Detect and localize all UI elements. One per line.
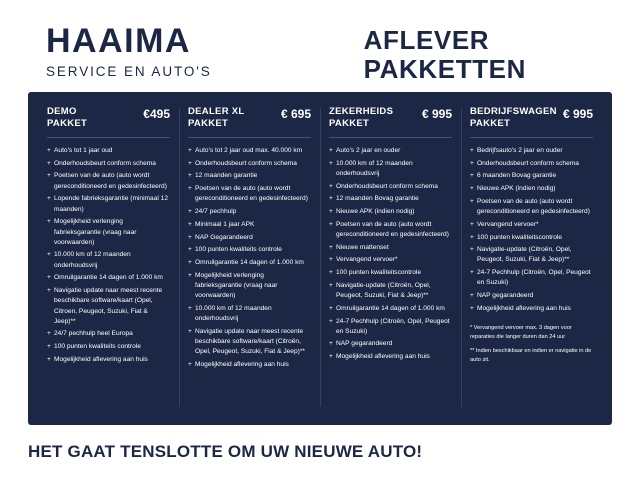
brand-tagline: SERVICE EN AUTO'S bbox=[46, 64, 212, 79]
plus-icon: + bbox=[188, 233, 192, 241]
plus-icon: + bbox=[329, 304, 333, 312]
package-title-line2: PAKKET bbox=[47, 118, 88, 130]
plus-icon: + bbox=[47, 159, 51, 167]
list-item bbox=[47, 355, 170, 365]
plus-icon: + bbox=[470, 269, 474, 277]
plus-icon: + bbox=[470, 246, 474, 254]
package-price: €495 bbox=[143, 107, 170, 122]
list-item bbox=[329, 339, 452, 349]
page-title bbox=[364, 24, 612, 84]
list-item bbox=[188, 360, 311, 370]
package-header bbox=[188, 106, 311, 138]
feature-text: NAP Gegarandeerd bbox=[195, 233, 253, 241]
plus-icon: + bbox=[188, 185, 192, 193]
brand-logo bbox=[28, 24, 212, 79]
feature-text: 24/7 pechhulp bbox=[195, 208, 237, 216]
list-item bbox=[188, 233, 311, 243]
plus-icon: + bbox=[47, 251, 51, 259]
list-item bbox=[188, 146, 311, 156]
plus-icon: + bbox=[47, 195, 51, 203]
package-title bbox=[470, 106, 557, 130]
list-item bbox=[188, 220, 311, 230]
package-price: € 995 bbox=[421, 107, 452, 122]
feature-text: Mogelijkheid aflevering aan huis bbox=[336, 353, 430, 361]
feature-text: 100 punten kwaliteits controle bbox=[54, 343, 141, 351]
list-item bbox=[470, 184, 593, 194]
feature-text: 10.000 km of 12 maanden onderhoudsvrij bbox=[54, 251, 131, 269]
plus-icon: + bbox=[329, 146, 333, 154]
list-item bbox=[329, 255, 452, 265]
feature-text: 12 maanden garantie bbox=[195, 172, 258, 180]
feature-text: 24/7 pechhulp heel Europa bbox=[54, 330, 133, 338]
plus-icon: + bbox=[329, 182, 333, 190]
plus-icon: + bbox=[470, 185, 474, 193]
list-item bbox=[188, 184, 311, 204]
package-title bbox=[188, 106, 245, 130]
list-item bbox=[329, 159, 452, 179]
feature-text: Vervangend vervoer* bbox=[477, 220, 539, 228]
page-title-line1: AFLEVER bbox=[363, 25, 490, 55]
feature-text: 100 punten kwaliteitscontrole bbox=[336, 269, 422, 277]
plus-icon: + bbox=[47, 355, 51, 363]
package-column-dealer-xl bbox=[179, 106, 320, 409]
plus-icon: + bbox=[470, 197, 474, 205]
feature-text: Navigatie update naar meest recente beschikbare software/kaart (Opel, Citroen, Peugeot, Suzuki, Fiat & Jeep)** bbox=[54, 287, 163, 325]
package-price: € 995 bbox=[562, 107, 593, 122]
package-title-line2: PAKKET bbox=[470, 118, 511, 130]
list-item bbox=[188, 271, 311, 302]
plus-icon: + bbox=[188, 271, 192, 279]
feature-text: Omruilgarantie 14 dagen of 1.000 km bbox=[336, 304, 445, 312]
feature-text: Poetsen van de auto (auto wordt gereconditioneerd en gedesinfecteerd) bbox=[477, 197, 590, 216]
package-title bbox=[47, 106, 87, 130]
feature-text: 6 maanden Bovag garantie bbox=[477, 172, 557, 180]
list-item bbox=[470, 245, 593, 265]
feature-text: Navigatie update naar meest recente beschikbare software/kaart (Citroën, Opel, Peugeot, Suzuki, Fiat & Jeep)** bbox=[195, 327, 305, 356]
package-column-zekerheids bbox=[320, 106, 461, 409]
feature-text: Lopende fabrieksgarantie (minimaal 12 maanden) bbox=[54, 195, 168, 213]
plus-icon: + bbox=[329, 195, 333, 203]
plus-icon: + bbox=[329, 281, 333, 289]
list-item bbox=[188, 245, 311, 255]
list-item bbox=[470, 233, 593, 243]
package-header bbox=[47, 106, 170, 138]
feature-text: Poetsen van de auto (auto wordt gereconditioneerd en gedesinfecteerd) bbox=[195, 185, 308, 203]
plus-icon: + bbox=[188, 304, 192, 312]
list-item bbox=[47, 146, 170, 156]
list-item bbox=[470, 171, 593, 181]
feature-text: Nieuwe APK (indien nodig) bbox=[477, 185, 556, 193]
feature-text: Auto's 2 jaar en ouder bbox=[336, 146, 401, 154]
list-item bbox=[329, 207, 452, 217]
plus-icon: + bbox=[47, 172, 51, 180]
footer-slogan: HET GAAT TENSLOTTE OM UW NIEUWE AUTO! bbox=[28, 442, 423, 462]
list-item bbox=[47, 171, 170, 191]
package-title-line1: DEALER XL bbox=[188, 106, 245, 118]
plus-icon: + bbox=[470, 172, 474, 180]
plus-icon: + bbox=[47, 287, 51, 295]
list-item bbox=[188, 207, 311, 217]
package-header bbox=[470, 106, 593, 138]
plus-icon: + bbox=[188, 327, 192, 335]
plus-icon: + bbox=[47, 218, 51, 226]
feature-text: Mogelijkheid verlenging fabrieksgarantie (vraag naar voorwaarden) bbox=[54, 218, 137, 246]
list-item bbox=[470, 220, 593, 230]
list-item bbox=[470, 197, 593, 217]
list-item bbox=[470, 146, 593, 156]
footnotes bbox=[470, 324, 593, 365]
feature-text: Auto's tot 1 jaar oud bbox=[54, 146, 113, 154]
list-item bbox=[329, 194, 452, 204]
list-item bbox=[47, 286, 170, 327]
package-title-line1: DEMO bbox=[47, 106, 77, 118]
feature-text: 12 maanden Bovag garantie bbox=[336, 195, 419, 203]
list-item bbox=[47, 342, 170, 352]
plus-icon: + bbox=[329, 340, 333, 348]
feature-text: Nieuwe APK (indien nodig) bbox=[336, 208, 415, 216]
list-item bbox=[329, 268, 452, 278]
feature-text: NAP gegarandeerd bbox=[477, 292, 534, 300]
list-item bbox=[329, 243, 452, 253]
feature-list bbox=[470, 146, 593, 314]
list-item bbox=[470, 159, 593, 169]
package-title-line2: PAKKET bbox=[188, 118, 229, 130]
list-item bbox=[329, 304, 452, 314]
page-title-line2: PAKKETTEN bbox=[363, 54, 526, 85]
plus-icon: + bbox=[329, 317, 333, 325]
list-item bbox=[329, 146, 452, 156]
package-price: € 695 bbox=[280, 107, 311, 122]
packages-panel bbox=[28, 92, 612, 425]
feature-text: Auto's tot 2 jaar oud max. 40.000 km bbox=[195, 146, 303, 154]
feature-text: Onderhoudsbeurt conform schema bbox=[336, 182, 438, 190]
list-item bbox=[470, 268, 593, 288]
plus-icon: + bbox=[188, 172, 192, 180]
feature-text: Minimaal 1 jaar APK bbox=[195, 220, 255, 228]
plus-icon: + bbox=[470, 292, 474, 300]
list-item bbox=[329, 220, 452, 240]
feature-text: 10.000 km of 12 maanden onderhoudsvrij bbox=[195, 304, 272, 323]
footnote-single-asterisk: * Vervangend vervoer max. 3 dagen voor reparaties die langer duren dan 24 uur bbox=[470, 325, 572, 340]
feature-text: Mogelijkheid aflevering aan huis bbox=[54, 355, 148, 363]
feature-text: Mogelijkheid aflevering aan huis bbox=[195, 360, 289, 368]
plus-icon: + bbox=[470, 220, 474, 228]
list-item bbox=[47, 159, 170, 169]
plus-icon: + bbox=[47, 146, 51, 154]
list-item bbox=[47, 250, 170, 270]
list-item bbox=[47, 273, 170, 283]
plus-icon: + bbox=[329, 208, 333, 216]
plus-icon: + bbox=[329, 256, 333, 264]
plus-icon: + bbox=[329, 269, 333, 277]
feature-text: Navigatie-update (Citroën, Opel, Peugeot, Suzuki, Fiat & Jeep)** bbox=[336, 281, 431, 300]
feature-text: Omruilgarantie 14 dagen of 1.000 km bbox=[54, 274, 163, 282]
list-item bbox=[329, 317, 452, 337]
feature-text: Omruilgarantie 14 dagen of 1.000 km bbox=[195, 258, 304, 266]
feature-text: 100 punten kwaliteitscontrole bbox=[477, 233, 563, 241]
feature-text: Onderhoudsbeurt conform schema bbox=[195, 159, 297, 167]
feature-text: NAP gegarandeerd bbox=[336, 340, 393, 348]
footer bbox=[28, 425, 612, 462]
package-column-demo bbox=[38, 106, 179, 409]
plus-icon: + bbox=[47, 330, 51, 338]
plus-icon: + bbox=[470, 146, 474, 154]
plus-icon: + bbox=[188, 146, 192, 154]
plus-icon: + bbox=[188, 159, 192, 167]
plus-icon: + bbox=[329, 220, 333, 228]
plus-icon: + bbox=[188, 258, 192, 266]
list-item bbox=[188, 258, 311, 268]
feature-text: Vervangend vervoer* bbox=[336, 256, 398, 264]
list-item bbox=[47, 329, 170, 339]
plus-icon: + bbox=[470, 159, 474, 167]
plus-icon: + bbox=[470, 233, 474, 241]
list-item bbox=[47, 217, 170, 248]
plus-icon: + bbox=[470, 304, 474, 312]
list-item bbox=[47, 194, 170, 214]
feature-text: Mogelijkheid aflevering aan huis bbox=[477, 304, 571, 312]
package-header bbox=[329, 106, 452, 138]
list-item bbox=[329, 281, 452, 301]
plus-icon: + bbox=[47, 274, 51, 282]
list-item bbox=[188, 327, 311, 358]
feature-text: 24-7 Pechhulp (Citroën, Opel, Peugeot en Suzuki) bbox=[477, 269, 591, 287]
footnote-double-asterisk: ** Indien beschikbaar en indien er navigatie in de auto zit. bbox=[470, 347, 592, 363]
list-item bbox=[470, 304, 593, 314]
feature-list bbox=[329, 146, 452, 362]
feature-text: Poetsen van de auto (auto wordt gereconditioneerd en gedesinfecteerd) bbox=[54, 172, 167, 190]
package-title-line2: PAKKET bbox=[329, 118, 370, 130]
list-item bbox=[329, 182, 452, 192]
feature-text: Poetsen van de auto (auto wordt gereconditioneerd en gedesinfecteerd) bbox=[336, 220, 449, 238]
feature-text: Onderhoudsbeurt conform schema bbox=[54, 159, 156, 167]
plus-icon: + bbox=[47, 343, 51, 351]
brand-name: HAAIMA bbox=[46, 22, 191, 60]
plus-icon: + bbox=[188, 220, 192, 228]
feature-list bbox=[47, 146, 170, 365]
list-item bbox=[188, 304, 311, 324]
plus-icon: + bbox=[188, 208, 192, 216]
feature-list bbox=[188, 146, 311, 370]
plus-icon: + bbox=[329, 353, 333, 361]
list-item bbox=[188, 171, 311, 181]
feature-text: Bedrijfsauto's 2 jaar en ouder bbox=[477, 146, 563, 154]
package-title-line1: ZEKERHEIDS bbox=[329, 106, 394, 118]
package-column-bedrijfswagen bbox=[461, 106, 602, 409]
feature-text: 10.000 km of 12 maanden onderhoudsvrij bbox=[336, 159, 413, 177]
list-item bbox=[329, 352, 452, 362]
feature-text: 24-7 Pechhulp (Citroën, Opel, Peugeot en Suzuki) bbox=[336, 317, 450, 335]
header bbox=[28, 0, 612, 92]
list-item bbox=[188, 159, 311, 169]
package-title bbox=[329, 106, 393, 130]
list-item bbox=[470, 291, 593, 301]
plus-icon: + bbox=[329, 159, 333, 167]
plus-icon: + bbox=[188, 246, 192, 254]
plus-icon: + bbox=[329, 243, 333, 251]
plus-icon: + bbox=[188, 360, 192, 368]
feature-text: 100 punten kwaliteits controle bbox=[195, 246, 282, 254]
package-title-line1: BEDRIJFSWAGEN bbox=[470, 106, 557, 118]
feature-text: Onderhoudsbeurt conform schema bbox=[477, 159, 579, 167]
feature-text: Mogelijkheid verlenging fabrieksgarantie (vraag naar voorwaarden) bbox=[195, 271, 278, 300]
feature-text: Nieuwe mattenset bbox=[336, 243, 389, 251]
feature-text: Navigatie-update (Citroën, Opel, Peugeot, Suzuki, Fiat & Jeep)** bbox=[477, 246, 572, 264]
